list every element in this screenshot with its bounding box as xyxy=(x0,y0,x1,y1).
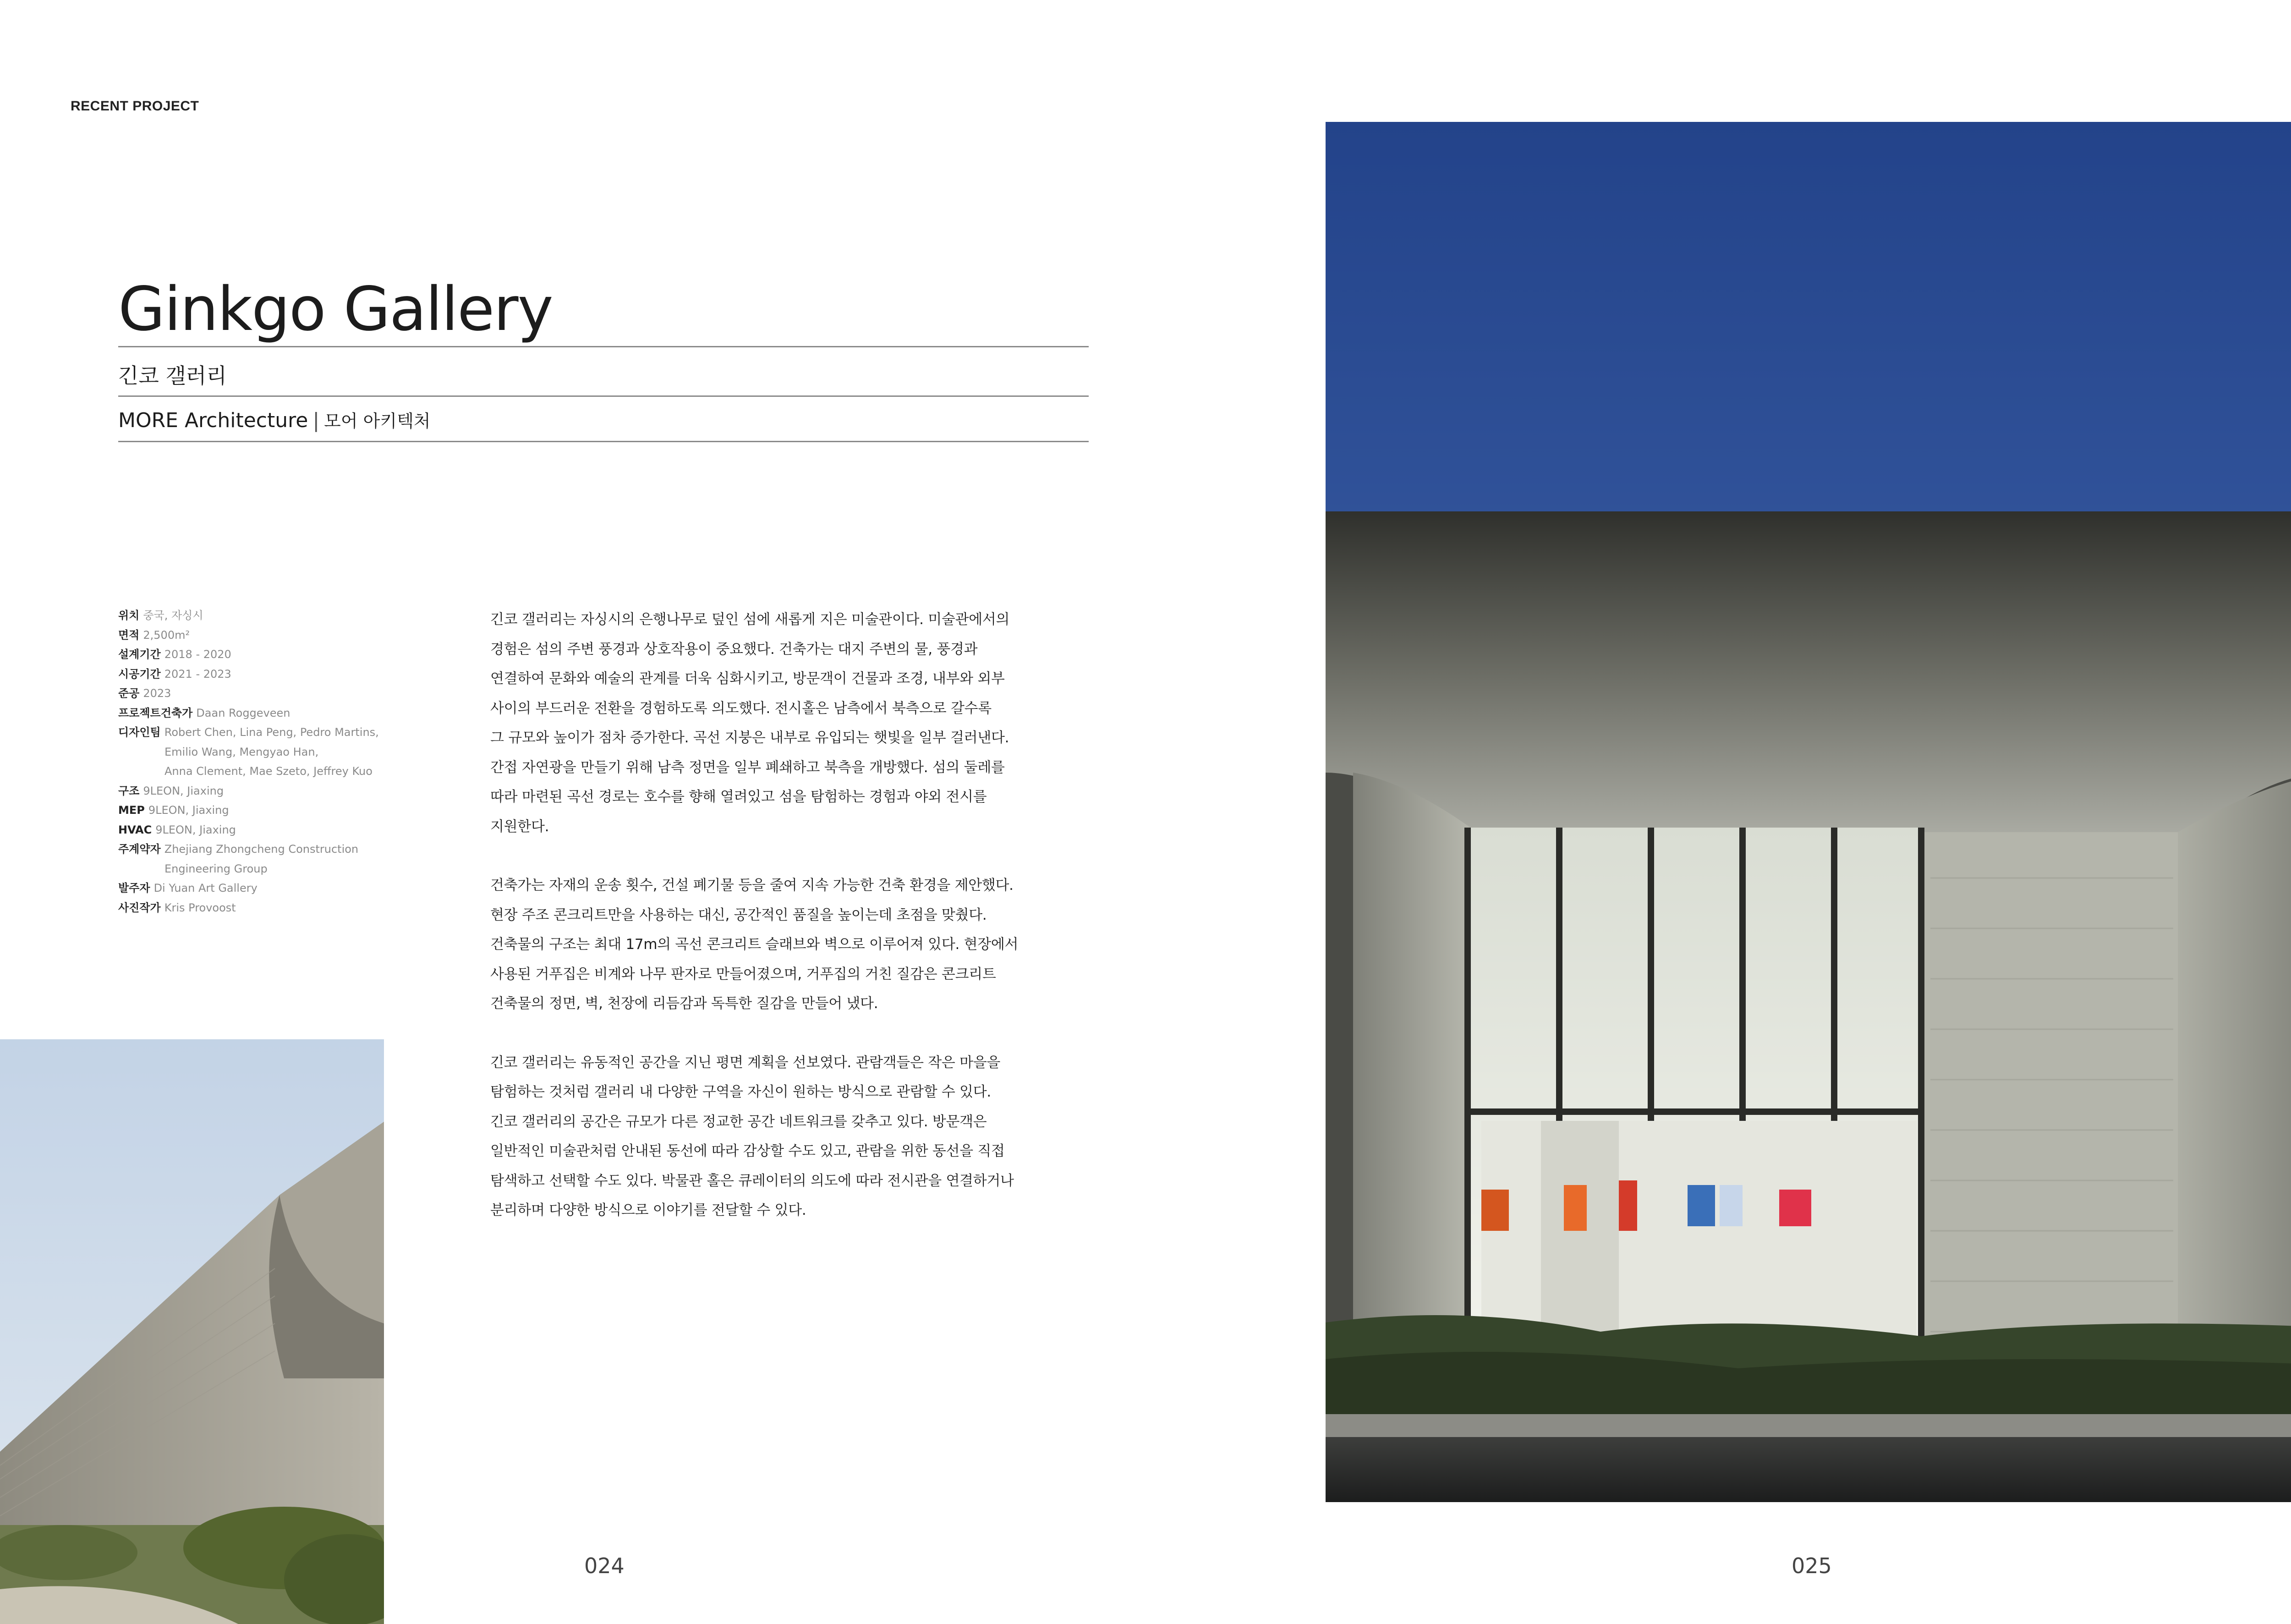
info-value-continued: Engineering Group xyxy=(164,862,268,875)
body-line: 간접 자연광을 만들기 위해 남측 정면을 일부 폐쇄하고 북측을 개방했다. 섬의 둘레를 xyxy=(490,759,1005,776)
info-key: 설계기간 xyxy=(118,648,161,661)
body-line: 지원한다. xyxy=(490,818,549,835)
body-line: 탐색하고 선택할 수도 있다. 박물관 홀은 큐레이터의 의도에 따라 전시관을 연결하거나 xyxy=(490,1172,1014,1189)
info-row xyxy=(118,723,379,742)
info-value: Zhejiang Zhongcheng Construction xyxy=(164,843,359,856)
body-line: 탐험하는 것처럼 갤러리 내 다양한 구역을 자신이 원하는 방식으로 관람할 수 있다. xyxy=(490,1084,991,1100)
architect-name-korean: 모어 아키텍처 xyxy=(324,411,431,431)
gallery-facade-photo xyxy=(1326,122,2291,1502)
body-line: 긴코 갤러리의 공간은 규모가 다른 정교한 공간 네트워크를 갖추고 있다. 방문객은 xyxy=(490,1113,987,1130)
info-row xyxy=(118,878,379,898)
architect-divider xyxy=(118,441,1089,442)
info-key: 발주자 xyxy=(118,882,150,894)
info-key: 디자인팀 xyxy=(118,726,161,739)
body-line: 긴코 갤러리는 유동적인 공간을 지닌 평면 계획을 선보였다. 관람객들은 작은 마을을 xyxy=(490,1054,1001,1071)
project-info-list xyxy=(118,606,379,917)
info-value: 9LEON, Jiaxing xyxy=(148,804,229,817)
architect-line xyxy=(118,407,430,432)
info-value: Kris Provoost xyxy=(164,901,236,914)
info-key: 주계약자 xyxy=(118,843,161,856)
body-line: 건축물의 정면, 벽, 천장에 리듬감과 독특한 질감을 만들어 냈다. xyxy=(490,995,878,1012)
body-line: 그 규모와 높이가 점차 증가한다. 곡선 지붕은 내부로 유입되는 햇빛을 일부 걸러낸다. xyxy=(490,730,1009,746)
info-row xyxy=(118,781,379,801)
body-line: 현장 주조 콘크리트만을 사용하는 대신, 공간적인 품질을 높이는데 초점을 맞췄다. xyxy=(490,906,987,923)
info-row xyxy=(118,820,379,840)
body-line: 경험은 섬의 주변 풍경과 상호작용이 중요했다. 건축가는 대지 주변의 물, 풍경과 xyxy=(490,641,978,658)
info-row xyxy=(118,664,379,684)
info-value-continued: Anna Clement, Mae Szeto, Jeffrey Kuo xyxy=(164,765,373,778)
info-key: 준공 xyxy=(118,687,140,700)
info-key: 면적 xyxy=(118,628,140,642)
info-value: 9LEON, Jiaxing xyxy=(143,784,224,797)
subtitle-divider xyxy=(118,395,1089,397)
architect-separator: | xyxy=(312,409,320,432)
title-divider xyxy=(118,346,1089,347)
body-line: 건축물의 구조는 최대 17m의 곡선 콘크리트 슬래브와 벽으로 이루어져 있다. 현장에서 xyxy=(490,936,1019,953)
page-number-right: 025 xyxy=(1792,1553,1832,1578)
page-number-left: 024 xyxy=(584,1553,625,1578)
info-key: 위치 xyxy=(118,609,140,622)
body-line: 건축가는 자재의 운송 횟수, 건설 폐기물 등을 줄여 지속 가능한 건축 환경을 제안했다. xyxy=(490,877,1014,894)
info-value: 중국, 자싱시 xyxy=(143,609,203,622)
info-key: 시공기간 xyxy=(118,667,161,680)
project-title: Ginkgo Gallery xyxy=(118,274,553,345)
info-value: 2018 - 2020 xyxy=(164,648,231,661)
info-value: Robert Chen, Lina Peng, Pedro Martins, xyxy=(164,726,379,739)
body-line: 사이의 부드러운 전환을 경험하도록 의도했다. 전시홀은 남측에서 북측으로 갈수록 xyxy=(490,700,992,717)
info-row xyxy=(118,625,379,645)
info-row xyxy=(118,703,379,723)
info-row xyxy=(118,645,379,664)
info-value: Di Yuan Art Gallery xyxy=(153,882,258,894)
info-value: Daan Roggeveen xyxy=(196,706,290,719)
article-body xyxy=(490,605,1022,1255)
body-paragraph xyxy=(490,1048,1022,1225)
info-row xyxy=(118,684,379,703)
info-value: 2021 - 2023 xyxy=(164,667,231,680)
body-line: 일반적인 미술관처럼 안내된 동선에 따라 감상할 수도 있고, 관람을 위한 동선을 직접 xyxy=(490,1143,1005,1159)
gallery-exterior-photo xyxy=(0,1039,384,1624)
body-paragraph xyxy=(490,605,1022,841)
info-key: 프로젝트건축가 xyxy=(118,706,193,719)
project-title-korean: 긴코 갤러리 xyxy=(118,363,227,388)
section-label-project: PROJECT xyxy=(132,99,199,114)
info-value: 2023 xyxy=(143,687,171,700)
section-label xyxy=(71,99,199,114)
body-line: 긴코 갤러리는 자싱시의 은행나무로 덮인 섬에 새롭게 지은 미술관이다. 미술관에서의 xyxy=(490,611,1010,628)
info-key: HVAC xyxy=(118,823,152,836)
info-row xyxy=(118,898,379,918)
info-value: 9LEON, Jiaxing xyxy=(155,823,236,836)
body-paragraph xyxy=(490,871,1022,1019)
info-row xyxy=(118,801,379,820)
body-line: 사용된 거푸집은 비계와 나무 판자로 만들어졌으며, 거푸집의 거친 질감은 콘크리트 xyxy=(490,966,996,982)
info-key: 사진작가 xyxy=(118,901,161,914)
info-value: 2,500m² xyxy=(143,628,190,642)
info-row xyxy=(118,839,379,859)
body-line: 연결하여 문화와 예술의 관계를 더욱 심화시키고, 방문객이 건물과 조경, 내부와 외부 xyxy=(490,670,1005,687)
architect-name: MORE Architecture xyxy=(118,409,308,432)
info-value-continued: Emilio Wang, Mengyao Han, xyxy=(164,745,319,758)
body-line: 따라 마련된 곡선 경로는 호수를 향해 열려있고 섬을 탐험하는 경험과 야외 전시를 xyxy=(490,789,987,805)
info-key: MEP xyxy=(118,804,145,817)
info-row xyxy=(118,606,379,625)
body-line: 분리하며 다양한 방식으로 이야기를 전달할 수 있다. xyxy=(490,1202,806,1218)
section-label-recent: RECENT xyxy=(71,99,129,114)
info-key: 구조 xyxy=(118,784,140,797)
